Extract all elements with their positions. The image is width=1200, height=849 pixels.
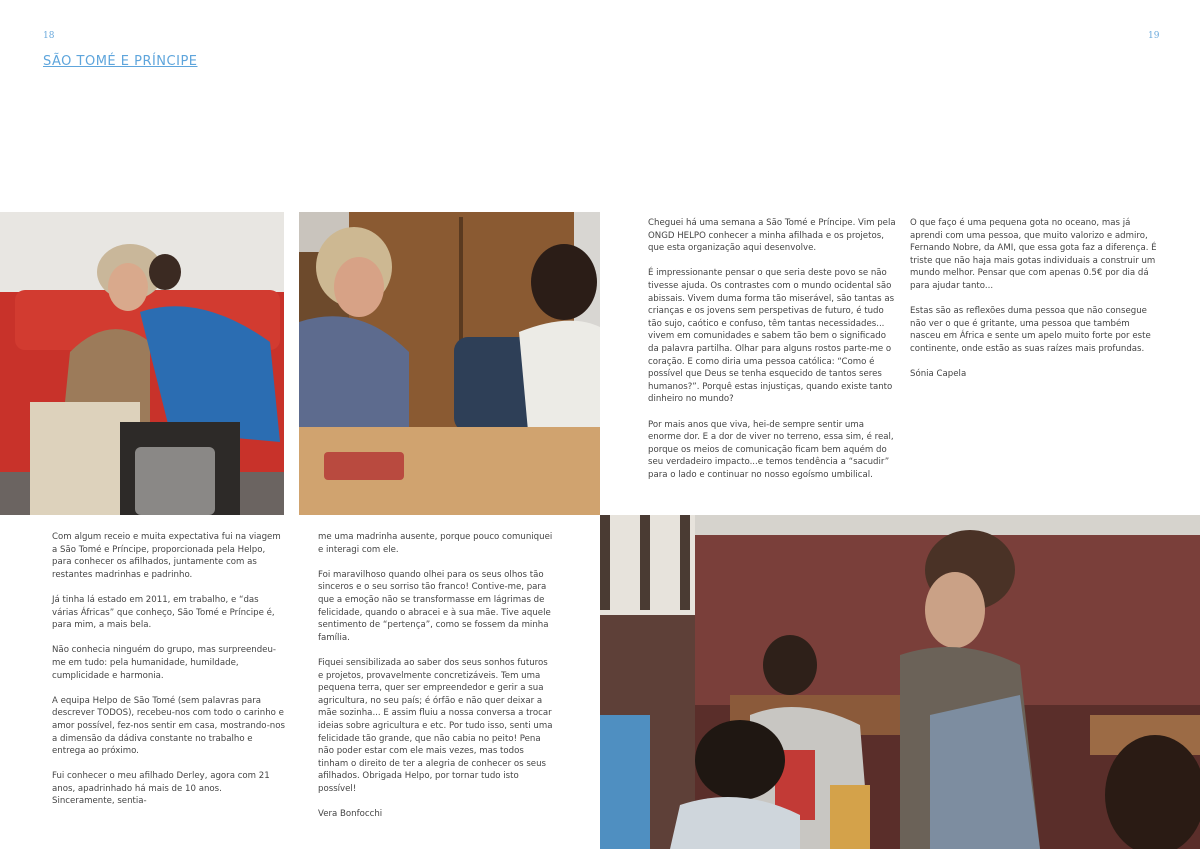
- photo-backpack: [299, 212, 600, 515]
- paragraph: Cheguei há uma semana a São Tomé e Príncipe. Vim pela ONGD HELPO conhecer a minha afilhada e os projetos, que esta organização aqui desenvolve.: [648, 218, 896, 254]
- article-right-col2: [910, 217, 1158, 393]
- page-number-left: 18: [43, 31, 55, 41]
- paragraph: A equipa Helpo de São Tomé (sem palavras para descrever TODOS), recebeu-nos com todo o carinho e amor possível, fez-nos sentir em casa, mostrando-nos a dimensão da dádiva constante no trabalho e entrega ao próximo.: [52, 695, 285, 757]
- photo-classroom: [600, 515, 1200, 849]
- article-right-col1: [648, 217, 898, 494]
- paragraph: O que faço é uma pequena gota no oceano, mas já aprendi com uma pessoa, que muito valorizo e admiro, Fernando Nobre, da AMI, que essa gota faz a diferença. É triste que não haja mais gotas individuais a construir um mundo melhor. Pensar que com apenas 0.5€ por dia dá para ajudar tanto...: [910, 218, 1157, 291]
- paragraph: Fui conhecer o meu afilhado Derley, agora com 21 anos, apadrinhado há mais de 10 anos. Sinceramente, sentia-: [52, 771, 270, 807]
- article-left-col1: [52, 531, 286, 821]
- paragraph: Fiquei sensibilizada ao saber dos seus sonhos futuros e projetos, provavelmente concretizáveis. Tem uma pequena terra, quer ser empreendedor e gerir a sua agricultura, no seu país; é órfão e não quer deixar a mãe sozinha... E assim fluiu a nossa conversa a trocar ideias sobre agricultura e etc. Por tudo isso, senti uma felicidade tão grande, que não cabia no peito! Pena não poder estar com ele mais vezes, mas todos tinham o direito de ter a alegria de conhecer os seus afilhados. Obrigada Helpo, por tornar tudo isto possível!: [318, 657, 553, 794]
- paragraph: me uma madrinha ausente, porque pouco comuniquei e interagi com ele.: [318, 532, 553, 555]
- paragraph: É impressionante pensar o que seria deste povo se não tivesse ajuda. Os contrastes com o mundo ocidental são abissais. Vivem duma forma tão miserável, são tantas as crianças e os jovens sem perspetivas de futuro, é tudo tão sujo, caótico e confuso, têm tantas necessidades... vivem em comunidades e sabem tão bem o significado da palavra partilha. Olhar para alguns rostos parte-me o coração. E como diria uma pessoa católica: “Como é possível que Deus se tenha esquecido de tantos seres humanos?”. Porquê estas injustiças, quando existe tanto dinheiro no mundo?: [648, 268, 895, 405]
- page-number-right: 19: [1148, 31, 1160, 41]
- signature: Sónia Capela: [910, 369, 967, 380]
- section-title[interactable]: SÃO TOMÉ E PRÍNCIPE: [43, 54, 198, 69]
- article-left-col2: [318, 531, 554, 833]
- photo-hug: [0, 212, 284, 515]
- paragraph: Com algum receio e muita expectativa fui na viagem a São Tomé e Príncipe, proporcionada pela Helpo, para conhecer os afilhados, juntamente com as restantes madrinhas e padrinho.: [52, 532, 281, 580]
- paragraph: Estas são as reflexões duma pessoa que não consegue não ver o que é gritante, uma pessoa que também nasceu em África e sente um apelo muito forte por este continente, onde estão as suas raízes mais profundas.: [910, 306, 1151, 354]
- paragraph: Não conhecia ninguém do grupo, mas surpreendeu-me em tudo: pela humanidade, humildade, cumplicidade e harmonia.: [52, 645, 276, 681]
- signature: Vera Bonfocchi: [318, 809, 383, 820]
- paragraph: Já tinha lá estado em 2011, em trabalho, e “das várias Áfricas” que conheço, São Tomé e Príncipe é, para mim, a mais bela.: [52, 594, 275, 631]
- paragraph: Foi maravilhoso quando olhei para os seus olhos tão sinceros e o seu sorriso tão franco! Contive-me, para que a emoção não se transformasse em lágrimas de felicidade, quando o abracei e à sua mãe. Tive aquele sentimento de “pertença”, como se fossem da minha família.: [318, 569, 551, 643]
- paragraph: Por mais anos que viva, hei-de sempre sentir uma enorme dor. E a dor de viver no terreno, essa sim, é real, porque os meios de comunicação ficam bem aquém do seu verdadeiro impacto...e temos tendência a “sacudir” para o lado e continuar no nosso egoísmo umbilical.: [648, 419, 894, 480]
